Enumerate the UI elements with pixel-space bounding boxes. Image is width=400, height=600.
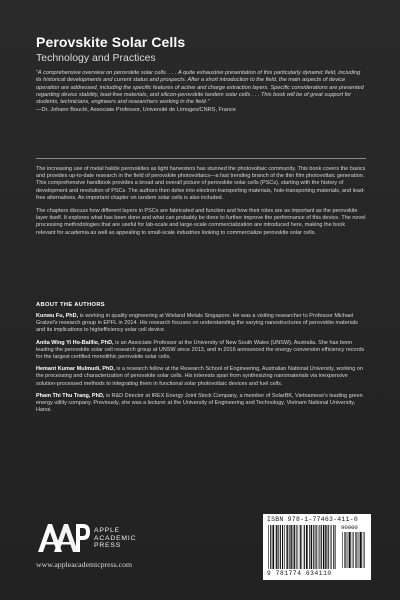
author-bio-text: is a research fellow at the Research School of Engineering, Australian National University, working on the processing and characterization of perovskite solar cells. His interests span from synthesizing nanomaterials via inexpensive solution-processed methods to integrating them in functional solar photovoltaic devices and fuel cells.: [36, 366, 363, 387]
description-paragraph: The chapters discuss how different layers in PSCs are fabricated and function and how their roles are as important as the perovskite layer itself. It explores what has been done and what can probably be done to further improve the performance of this device. The novel processing methodologies that are useful for lab-scale and large-scale commercialization are introduced here, making the book relevant for academia as well as appealing to small-scale industries looking to commercialize perovskite solar cells.: [36, 208, 366, 236]
isbn-number: ISBN 978-1-77463-411-0: [267, 516, 358, 523]
review-quote: [36, 70, 366, 114]
author-name: Kunwu Fu, PhD,: [36, 313, 79, 319]
author-name: Pham Thi Thu Trang, PhD,: [36, 392, 105, 399]
description-paragraph: The increasing use of metal halide perovskites as light harvesters has stunned the photovoltaic community. This book covers the basics and provides up-to-date research in the field of perovskite photovoltaics—a fast trending branch of the thin film photovoltaic generation. This comprehensive handbook provides a broad and overall picture of perovskite solar cells (PSCs), starting with the history of development and revolution of PSCs. The authors then delve into electron-transporting materials, hole-transporting materials, and lead-free alternatives. An important chapter on tandem solar cells is also included.: [36, 166, 366, 201]
author-bios: [36, 313, 366, 419]
review-quote-text: “A comprehensive overview on perovskite solar cells. . . . A quite exhaustive presentation of this particularly dynamic field, including its historical developments and current status and prospects. After a short introduction to the field, the main aspects of device operation are addressed, including the specific features of active and charge extraction layers. Specific considerations are presented regarding device stability, lead-free materials, and silicon-perovskite tandem solar cells . . . This book will be of great support for students, technicians, engineers and researchers working in the field.”: [36, 70, 364, 106]
author-name: Hemant Kumar Mulmudi, PhD,: [36, 366, 115, 373]
author-bio-text: is working in quality engineering at Wieland Metals Singapore. He was a visiting researcher to Professor Michael Gratzel's research group in EPFL in 2014. His research focuses on understanding the varying nanostructures of perovskite materials and its implications to highefficiency solar cell device.: [36, 313, 358, 334]
publisher-name-line: ACADEMIC: [94, 534, 137, 542]
author-bio: [36, 393, 366, 415]
author-bio-text: is R&D Director at IREX Energy Joint Stock Company, a member of SolarBK, Vietnamese's leading green energy utility company. Previously, she was a lecturer at the University of Engineering and Technology, Vietnam National University, Hanoi.: [36, 392, 363, 414]
publisher-name: [94, 527, 136, 550]
author-bio: [36, 340, 366, 362]
barcode-digits: 9 781774 634110: [267, 570, 332, 577]
isbn-barcode: [263, 514, 371, 580]
publisher-website: www.appleacademicpress.com: [36, 560, 133, 569]
price-code: 90000: [341, 524, 358, 531]
book-title: Perovskite Solar Cells: [36, 34, 186, 50]
section-divider: [36, 158, 366, 159]
book-subtitle: Technology and Practices: [36, 52, 156, 64]
publisher-name-line: APPLE: [94, 527, 120, 534]
publisher-block: [36, 520, 176, 580]
author-bio-text: is an Associate Professor at the University of New South Wales (UNSW), Australia. She has been leading the perovskite solar cell research group at UNSW since 2013, and in 2016 announced the energy conversion efficiency records for the largest certified monolithic perovskite solar cells.: [36, 339, 365, 361]
author-bio: [36, 313, 366, 335]
publisher-logo-icon: [36, 520, 90, 554]
publisher-name-line: PRESS: [94, 542, 122, 550]
review-attribution: —Dr. Johann Bouclé, Associate Professor, Université de Limoges/CNRS, France: [36, 106, 236, 113]
book-description: [36, 166, 366, 243]
author-bio: [36, 366, 366, 388]
author-name: Anita Wing Yi Ho-Baillie, PhD,: [36, 339, 114, 346]
price-barcode-bars-icon: [341, 532, 367, 568]
about-authors-heading: ABOUT THE AUTHORS: [36, 302, 105, 308]
barcode-bars-icon: [267, 525, 339, 569]
